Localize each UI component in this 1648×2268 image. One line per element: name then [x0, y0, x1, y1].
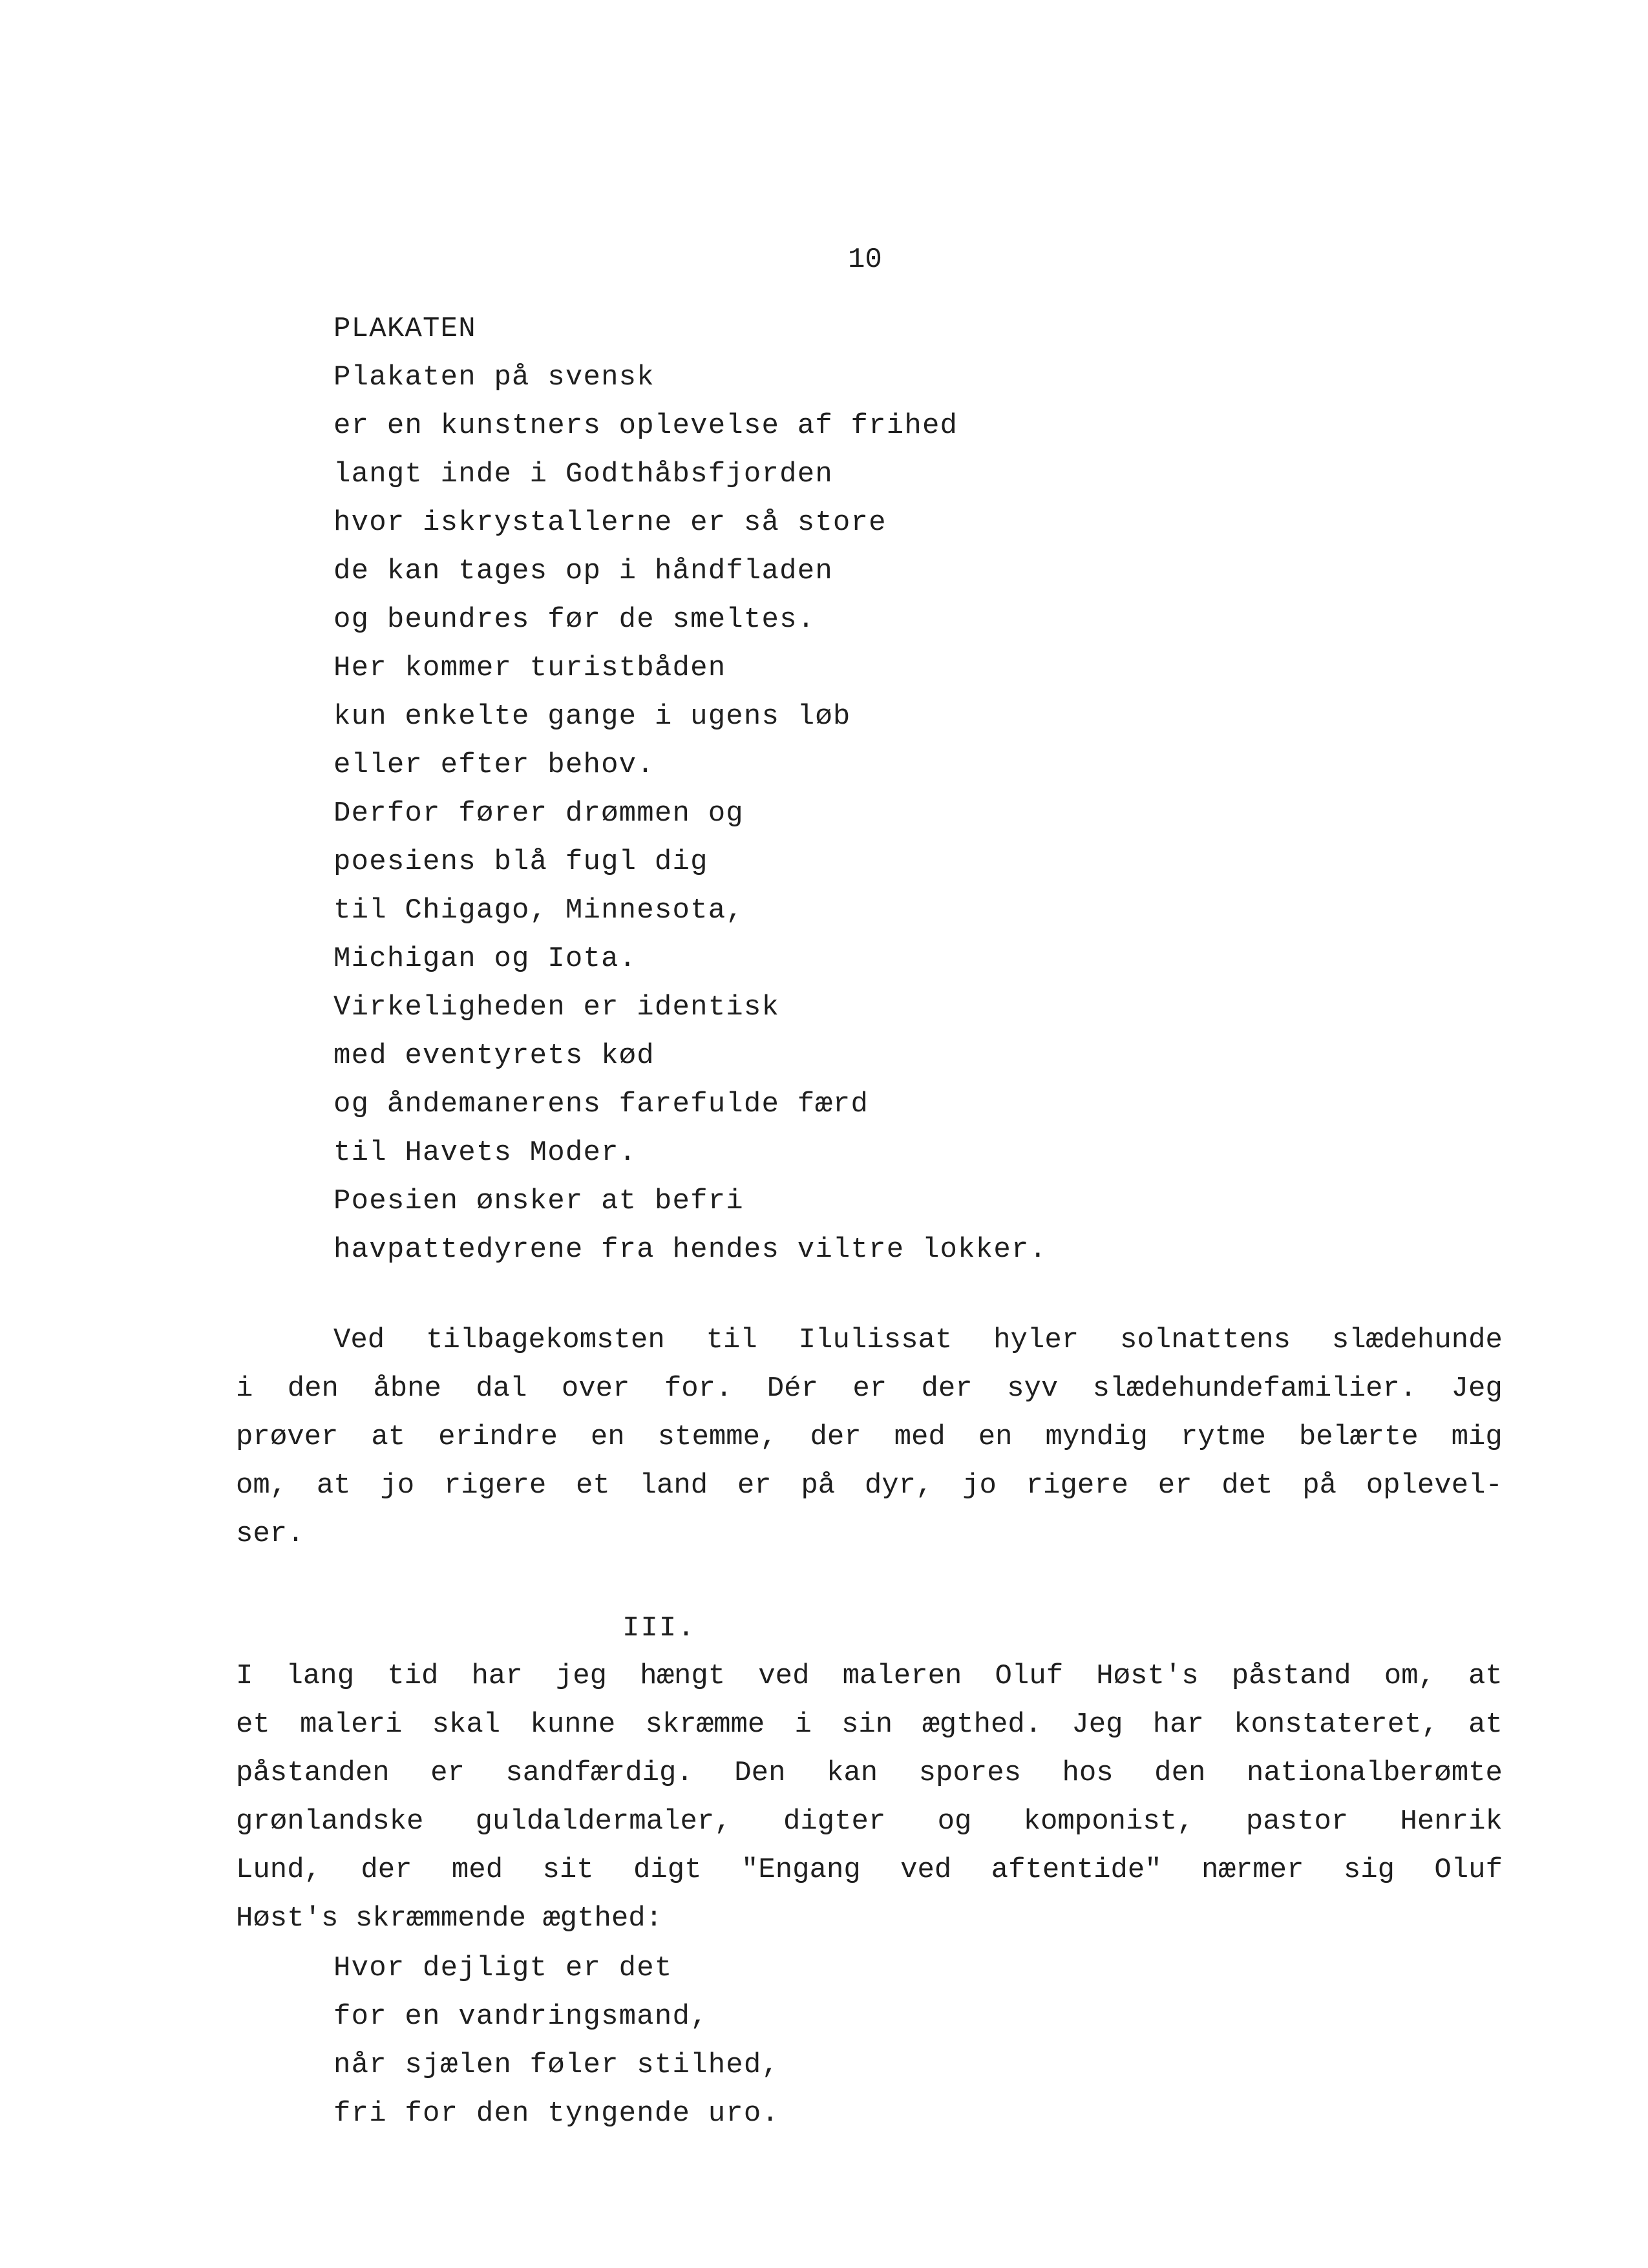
paragraph-line: prøver at erindre en stemme, der med en myndig rytme belærte mig	[236, 1421, 1503, 1453]
poem-line: de kan tages op i håndfladen	[333, 555, 833, 587]
poem-title: PLAKATEN	[333, 313, 476, 345]
poem-line: til Havets Moder.	[333, 1137, 637, 1169]
poem-line: Virkeligheden er identisk	[333, 991, 780, 1024]
poem-line: Derfor fører drømmen og	[333, 797, 744, 830]
paragraph-line: et maleri skal kunne skræmme i sin ægthed. Jeg har konstateret, at	[236, 1708, 1503, 1741]
poem-line: poesiens blå fugl dig	[333, 846, 708, 878]
paragraph-ilulissat	[236, 1316, 1503, 1559]
page-number: 10	[848, 244, 882, 276]
poem-plakaten	[333, 305, 1047, 1274]
paragraph-line: i den åbne dal over for. Dér er der syv slædehundefamilier. Jeg	[236, 1372, 1503, 1405]
section-heading: III.	[622, 1612, 696, 1644]
paragraph-line: om, at jo rigere et land er på dyr, jo rigere er det på oplevel-	[236, 1469, 1503, 1502]
poem-line: fri for den tyngende uro.	[333, 2097, 780, 2130]
paragraph-oluf-host	[236, 1652, 1503, 1943]
poem-line: Hvor dejligt er det	[333, 1952, 673, 1984]
poem-line: havpattedyrene fra hendes viltre lokker.	[333, 1234, 1048, 1266]
poem-line: til Chigago, Minnesota,	[333, 894, 744, 927]
poem-line: Michigan og Iota.	[333, 943, 637, 975]
paragraph-line: grønlandske guldaldermaler, digter og komponist, pastor Henrik	[236, 1805, 1503, 1838]
poem-line: og beundres før de smeltes.	[333, 604, 816, 636]
poem-line: med eventyrets kød	[333, 1040, 655, 1072]
paragraph-line: Lund, der med sit digt "Engang ved aftentide" nærmer sig Oluf	[236, 1854, 1503, 1886]
paragraph-line: Ved tilbagekomsten til Ilulissat hyler solnattens slædehunde	[333, 1324, 1503, 1356]
poem-engang-ved-aftentide	[333, 1944, 779, 2138]
poem-line: Plakaten på svensk	[333, 361, 655, 394]
poem-line: og åndemanerens farefulde færd	[333, 1088, 869, 1120]
poem-line: Her kommer turistbåden	[333, 652, 726, 684]
paragraph-line: påstanden er sandfærdig. Den kan spores hos den nationalberømte	[236, 1757, 1503, 1789]
poem-line: hvor iskrystallerne er så store	[333, 507, 887, 539]
poem-line: for en vandringsmand,	[333, 2000, 708, 2033]
poem-line: er en kunstners oplevelse af frihed	[333, 410, 958, 442]
poem-line: kun enkelte gange i ugens løb	[333, 700, 851, 733]
paragraph-line: I lang tid har jeg hængt ved maleren Oluf Høst's påstand om, at	[236, 1660, 1503, 1692]
paragraph-line: ser.	[236, 1518, 304, 1550]
poem-line: langt inde i Godthåbsfjorden	[333, 458, 833, 490]
paragraph-line: Høst's skræmmende ægthed:	[236, 1902, 663, 1935]
poem-line: eller efter behov.	[333, 749, 655, 781]
poem-line: når sjælen føler stilhed,	[333, 2049, 780, 2081]
poem-line: Poesien ønsker at befri	[333, 1185, 744, 1217]
